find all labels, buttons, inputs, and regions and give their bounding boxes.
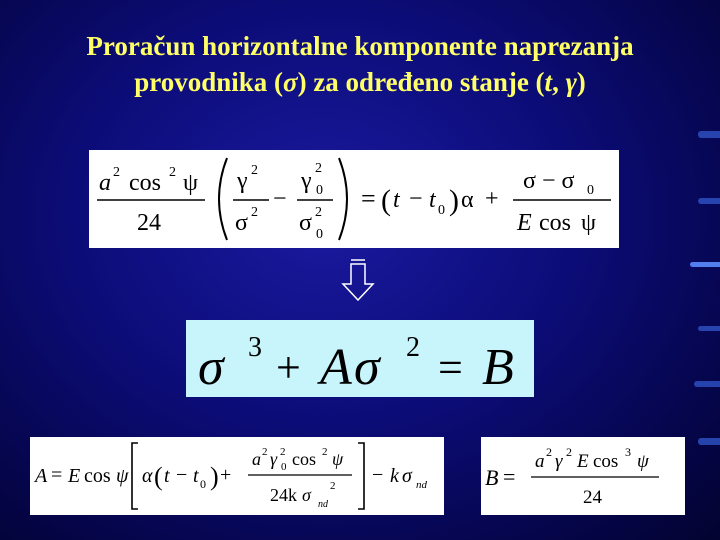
- decor-stripe: [698, 326, 720, 331]
- eq3-cos: cos: [84, 465, 111, 487]
- eq1-left-paren: [219, 158, 227, 240]
- eq3-minus2: −: [372, 464, 384, 486]
- eq3-psi: ψ: [116, 465, 129, 487]
- equation-B: [481, 437, 685, 515]
- eq4-num-cos-exp: 3: [625, 445, 631, 459]
- eq3-num-a: a: [252, 449, 261, 469]
- eq4-num-gamma-exp: 2: [566, 445, 572, 459]
- eq1-rhs-num: σ − σ: [523, 168, 575, 194]
- eq1-paren-open: (: [381, 184, 391, 217]
- eq1-gamma0: γ: [301, 168, 312, 194]
- eq3-sigma-nd: nd: [416, 479, 427, 491]
- eq1-gamma0-exp: 2: [315, 161, 322, 176]
- eq1-sigma0-sub: 0: [316, 227, 323, 242]
- eq1-equals: =: [361, 184, 376, 213]
- eq1-sigma0: σ: [299, 210, 312, 236]
- eq3-k: k: [390, 465, 399, 487]
- eq1-cos: cos: [129, 170, 161, 196]
- decor-stripe: [698, 198, 720, 204]
- eq3-num-a-exp: 2: [262, 446, 268, 458]
- equation-state-change: [89, 150, 619, 248]
- eq2-sigma2: σ: [354, 339, 380, 396]
- eq1-minus2: −: [409, 186, 423, 212]
- eq1-rhs-den-psi: ψ: [581, 210, 597, 236]
- eq1-lhs-den: 24: [137, 210, 161, 236]
- eq3-num-gamma-exp: 2: [280, 446, 286, 458]
- eq2-B: B: [482, 339, 514, 396]
- eq2-sigma: σ: [198, 339, 224, 396]
- eq1-plus: +: [485, 186, 499, 212]
- eq4-equals: =: [503, 464, 516, 489]
- eq1-gamma0-sub: 0: [316, 183, 323, 198]
- decor-stripe: [694, 381, 720, 387]
- eq4-B: B: [485, 465, 499, 490]
- eq1-t: t: [393, 187, 400, 213]
- eq2-exp3: 3: [248, 332, 262, 363]
- equation-B-svg: [481, 437, 685, 515]
- eq3-left-bracket: [132, 443, 138, 509]
- eq3-E: E: [68, 465, 81, 487]
- eq3-paren-close: ): [210, 462, 219, 491]
- eq3-sigma: σ: [402, 465, 412, 487]
- eq1-right-paren: [339, 158, 347, 240]
- equation-A: [30, 437, 444, 515]
- eq2-exp2: 2: [406, 332, 420, 363]
- implies-arrow-icon: [340, 258, 376, 302]
- eq3-den-exp: 2: [330, 480, 336, 492]
- eq1-cos-exp: 2: [169, 165, 176, 180]
- equation-cubic: [186, 320, 534, 397]
- eq1-t0: t: [429, 187, 436, 213]
- eq1-a-exp: 2: [113, 165, 120, 180]
- equation-cubic-svg: [186, 320, 534, 397]
- eq2-A: A: [320, 339, 352, 396]
- eq4-num-cos: cos: [593, 451, 619, 472]
- eq3-right-bracket: [358, 443, 364, 509]
- eq3-A: A: [35, 465, 48, 487]
- eq4-num-gamma: γ: [555, 451, 563, 472]
- eq1-rhs-den-cos: cos: [539, 210, 571, 236]
- eq3-t0-sub: 0: [200, 477, 206, 491]
- eq1-t0-sub: 0: [438, 203, 445, 218]
- eq1-gamma-exp: 2: [251, 163, 258, 178]
- eq3-den-sigma: σ: [302, 485, 311, 505]
- eq3-den-nd: nd: [318, 499, 328, 510]
- eq1-rhs-den-e: E: [517, 210, 532, 236]
- eq3-num-gamma-sub: 0: [281, 461, 287, 473]
- eq4-num-psi: ψ: [637, 451, 649, 472]
- eq3-num-gamma: γ: [270, 449, 278, 469]
- eq1-sigma-exp: 2: [251, 205, 258, 220]
- eq1-paren-close: ): [449, 184, 459, 217]
- eq1-alpha: α: [461, 187, 474, 213]
- eq1-psi: ψ: [183, 170, 199, 196]
- implies-arrow: [340, 258, 376, 302]
- eq3-num-psi: ψ: [332, 449, 344, 469]
- eq3-alpha: α: [142, 465, 153, 487]
- eq2-equals: =: [438, 343, 463, 392]
- equation-A-svg: [30, 437, 444, 515]
- eq1-minus: −: [273, 186, 287, 212]
- eq1-sigma: σ: [235, 210, 248, 236]
- eq3-den: 24k: [270, 485, 297, 505]
- equation-state-change-svg: [89, 150, 619, 248]
- eq1-sigma0-exp: 2: [315, 205, 322, 220]
- eq3-num-cos: cos: [292, 449, 316, 469]
- slide-title: [0, 28, 720, 100]
- eq1-gamma: γ: [237, 168, 248, 194]
- title-line-2: provodnika (σ) za određeno stanje (t, γ): [134, 67, 586, 97]
- eq3-paren-open: (: [154, 462, 163, 491]
- eq4-num-a: a: [535, 451, 545, 472]
- eq3-t0: t: [193, 465, 199, 487]
- eq3-t: t: [164, 465, 170, 487]
- decor-stripe: [690, 262, 720, 267]
- eq2-plus: +: [276, 343, 301, 392]
- eq4-den: 24: [583, 487, 602, 508]
- eq3-plus: +: [220, 464, 232, 486]
- eq4-num-E: E: [577, 451, 589, 472]
- eq4-num-a-exp: 2: [546, 445, 552, 459]
- title-line-1: Proračun horizontalne komponente naprezanja: [86, 31, 634, 61]
- eq1-a: a: [99, 170, 111, 196]
- decor-stripe: [698, 131, 720, 138]
- eq3-minus: −: [176, 464, 188, 486]
- eq1-rhs-num-sub: 0: [587, 183, 594, 198]
- eq3-num-cos-exp: 2: [322, 446, 328, 458]
- decor-stripe: [698, 438, 720, 445]
- eq3-equals: =: [51, 464, 63, 486]
